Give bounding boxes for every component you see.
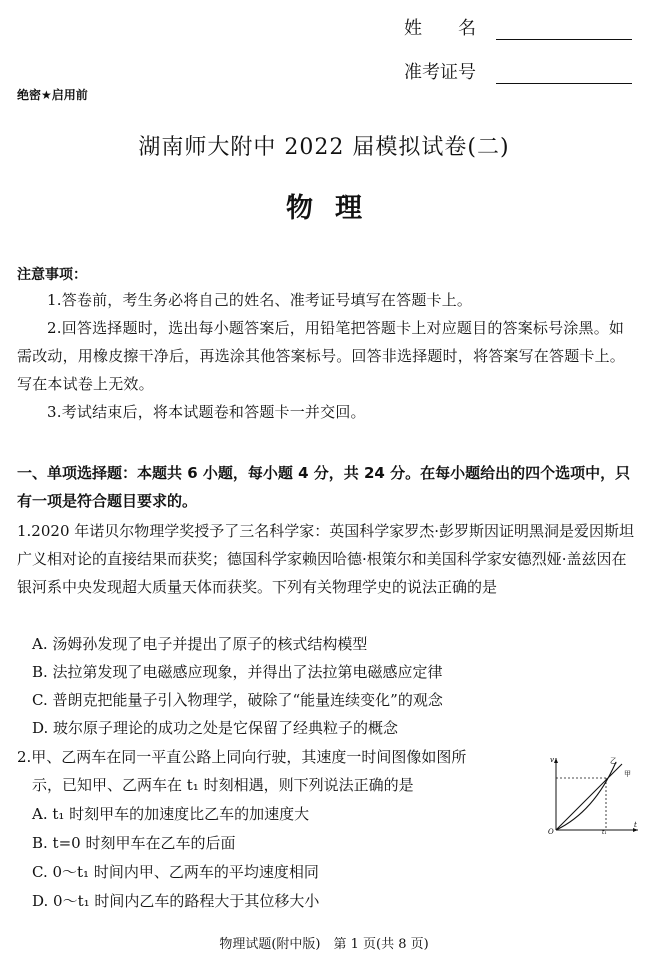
question-2-stem-line-1: 2.甲、乙两车在同一平直公路上同向行驶，其速度一时间图像如图所 bbox=[17, 748, 467, 766]
subject-title: 物理 bbox=[286, 193, 384, 224]
exam-title: 湖南师大附中 2022 届模拟试卷(二) bbox=[138, 135, 510, 160]
yi-label: 乙 bbox=[610, 757, 617, 765]
note-item-2: 2.回答选择题时，选出每小题答案后，用铅笔把答题卡上对应题目的答案标号涂黑。如需改动，用橡皮擦干净后，再选涂其他答案标号。回答非选择题时，将答案写在答题卡上。写在本试卷上无效。 bbox=[17, 319, 626, 393]
question-2-option-b[interactable]: B. t=0 时刻甲车在乙车的后面 bbox=[32, 834, 236, 852]
question-2-option-d[interactable]: D. 0～t₁ 时间内乙车的路程大于其位移大小 bbox=[32, 892, 320, 910]
exam-id-field-row bbox=[404, 58, 632, 84]
exam-id-label: 准考证号 bbox=[404, 62, 476, 83]
question-2-option-c[interactable]: C. 0～t₁ 时间内甲、乙两车的平均速度相同 bbox=[32, 863, 319, 881]
page-footer: 物理试题(附中版) 第 1 页(共 8 页) bbox=[219, 937, 429, 952]
t-label: t bbox=[634, 821, 637, 829]
exam-id-blank[interactable] bbox=[496, 65, 632, 84]
yi-curve bbox=[556, 762, 616, 830]
question-1-option-c[interactable]: C. 普朗克把能量子引入物理学，破除了“能量连续变化”的观念 bbox=[32, 691, 443, 709]
v-label: v bbox=[550, 756, 554, 764]
origin-label: O bbox=[548, 828, 554, 834]
note-item-1: 1.答卷前，考生务必将自己的姓名、准考证号填写在答题卡上。 bbox=[47, 291, 473, 309]
name-label: 姓 名 bbox=[404, 18, 476, 39]
question-1-option-a[interactable]: A. 汤姆孙发现了电子并提出了原子的核式结构模型 bbox=[32, 635, 368, 653]
question-1-option-b[interactable]: B. 法拉第发现了电磁感应现象，并得出了法拉第电磁感应定律 bbox=[32, 663, 443, 681]
question-1-option-d[interactable]: D. 玻尔原子理论的成功之处是它保留了经典粒子的概念 bbox=[32, 719, 399, 737]
t1-label: t₁ bbox=[602, 829, 607, 834]
name-field-row bbox=[404, 14, 632, 40]
section-heading: 一、单项选择题：本题共 6 小题，每小题 4 分，共 24 分。在每小题给出的四个选项中，只有一项是符合题目要求的。 bbox=[17, 464, 631, 510]
jia-line bbox=[556, 764, 622, 830]
secret-label: 绝密★启用前 bbox=[17, 88, 88, 102]
velocity-time-graph bbox=[546, 754, 642, 834]
question-2-option-a[interactable]: A. t₁ 时刻甲车的加速度比乙车的加速度大 bbox=[32, 805, 310, 823]
v-axis-arrow bbox=[554, 758, 558, 763]
name-blank[interactable] bbox=[496, 21, 632, 40]
notes-heading: 注意事项： bbox=[17, 267, 87, 283]
jia-label: 甲 bbox=[624, 770, 631, 778]
question-1-stem: 1.2020 年诺贝尔物理学奖授予了三名科学家：英国科学家罗杰·彭罗斯因证明黑洞是爱因斯坦广义相对论的直接结果而获奖；德国科学家赖因哈德·根策尔和美国科学家安德烈娅·盖兹因在银河系中央发现超大质量天体而获奖。下列有关物理学史的说法正确的是 bbox=[17, 522, 635, 596]
question-2-stem-line-2: 示，已知甲、乙两车在 t₁ 时刻相遇，则下列说法正确的是 bbox=[32, 776, 414, 794]
note-item-3: 3.考试结束后，将本试题卷和答题卡一并交回。 bbox=[47, 403, 366, 421]
